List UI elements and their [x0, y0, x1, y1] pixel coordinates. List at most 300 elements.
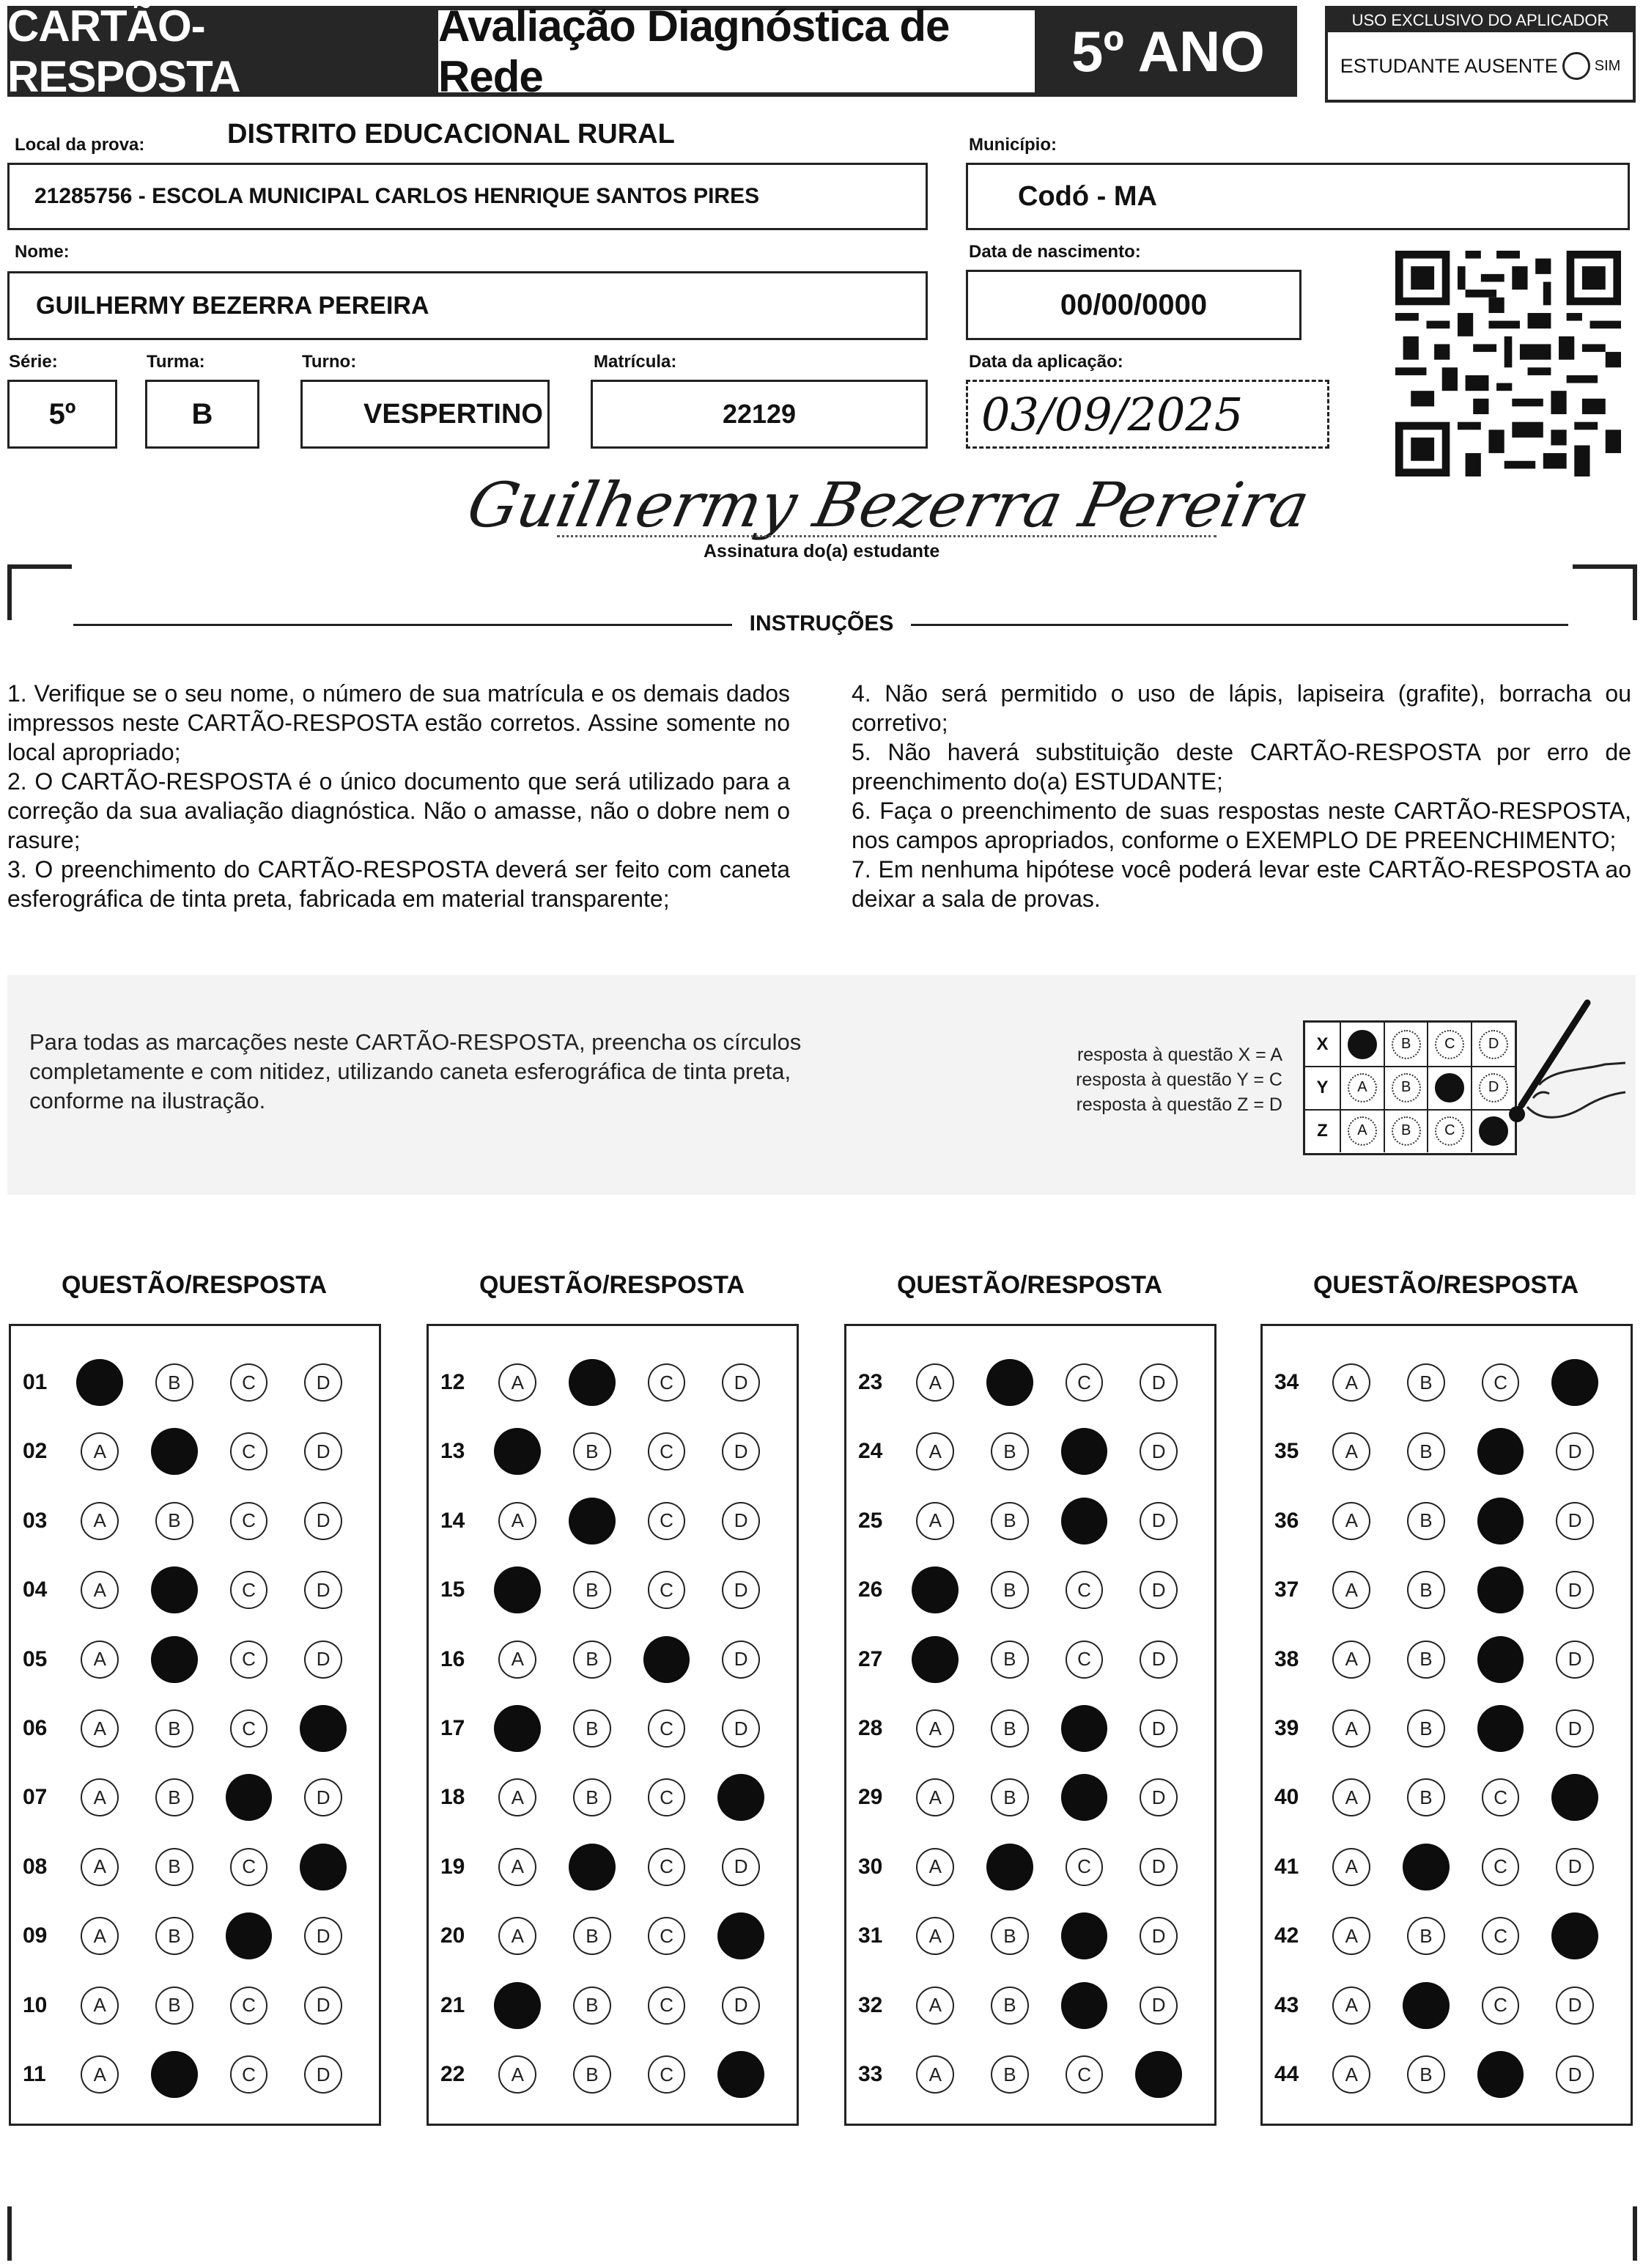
question-number: 33 — [858, 2062, 883, 2086]
question-row — [429, 1971, 797, 2040]
answer-bubble-a[interactable] — [494, 1428, 541, 1475]
answer-bubble-b[interactable]: B — [1407, 1778, 1445, 1816]
answer-bubble-b[interactable]: B — [155, 1848, 193, 1886]
answer-bubble-b[interactable] — [569, 1359, 616, 1406]
answer-bubble-b[interactable]: B — [573, 1641, 611, 1679]
answer-bubble-d[interactable] — [1135, 2051, 1182, 2098]
answer-bubble-c[interactable]: C — [230, 1848, 268, 1886]
answer-bubble-b[interactable] — [986, 1359, 1033, 1406]
turma-field[interactable] — [145, 380, 259, 449]
question-number: 23 — [858, 1370, 883, 1394]
question-row — [846, 1348, 1214, 1417]
answer-bubble-c[interactable] — [1477, 1705, 1524, 1752]
question-row — [846, 1971, 1214, 2040]
sim-label: SIM — [1594, 57, 1621, 74]
answer-bubble-d[interactable]: D — [1140, 1987, 1178, 2025]
answer-bubble-b[interactable]: B — [573, 1571, 611, 1609]
question-number: 02 — [23, 1439, 48, 1464]
nome-field[interactable] — [7, 271, 928, 340]
question-row — [429, 1763, 797, 1832]
answer-bubble-d[interactable] — [717, 2051, 764, 2098]
answer-bubble-c[interactable]: C — [1066, 1571, 1104, 1609]
example-row-label: X — [1305, 1023, 1341, 1066]
question-number: 19 — [440, 1854, 465, 1879]
local-label: Local da prova: — [15, 135, 145, 155]
answer-bubble-d[interactable] — [1551, 1774, 1598, 1821]
example-row-label: Y — [1305, 1066, 1341, 1109]
question-row — [1263, 1487, 1631, 1555]
answer-bubble-d[interactable]: D — [1556, 1848, 1594, 1886]
question-number: 42 — [1274, 1923, 1299, 1948]
answer-bubble-c[interactable]: C — [230, 1571, 268, 1609]
answer-bubble-b[interactable]: B — [1407, 1641, 1445, 1679]
answer-bubble-d[interactable]: D — [304, 2055, 342, 2094]
answer-bubble-b[interactable]: B — [991, 2055, 1029, 2094]
legend-line: resposta à questão Y = C — [1076, 1069, 1282, 1090]
question-row — [1263, 1694, 1631, 1763]
question-number: 17 — [440, 1716, 465, 1740]
turno-label: Turno: — [302, 352, 357, 372]
answer-bubble-a[interactable]: A — [1332, 1709, 1370, 1748]
answer-bubble-a[interactable]: A — [1332, 1848, 1370, 1886]
answer-bubble-a[interactable]: A — [81, 1987, 119, 2025]
answer-bubble-b[interactable]: B — [991, 1778, 1029, 1816]
local-field[interactable] — [7, 163, 928, 230]
answer-bubble-b[interactable]: B — [155, 1363, 193, 1402]
question-number: 35 — [1274, 1439, 1299, 1464]
question-number: 16 — [440, 1646, 465, 1671]
question-number: 30 — [858, 1854, 883, 1879]
instruction-item: 1. Verifique se o seu nome, o número de sua matrícula e os demais dados impressos neste CARTÃO-RESPOSTA estão corretos. Assine somente no local apropriado; — [7, 680, 790, 765]
answer-bubble-c[interactable]: C — [648, 1848, 686, 1886]
answer-bubble-a[interactable]: A — [916, 1502, 954, 1540]
municipio-label: Município: — [969, 135, 1057, 155]
answer-bubble-a[interactable]: A — [81, 1571, 119, 1609]
answer-bubble-a[interactable]: A — [1332, 1987, 1370, 2025]
answer-bubble-c[interactable]: C — [230, 1641, 268, 1679]
question-row — [429, 1694, 797, 1763]
answer-bubble-a[interactable]: A — [1332, 1641, 1370, 1679]
question-number: 43 — [1274, 1992, 1299, 2017]
answer-bubble-a[interactable] — [494, 1982, 541, 2029]
answer-bubble-b[interactable]: B — [991, 1502, 1029, 1540]
answer-bubble-d[interactable]: D — [1556, 1571, 1594, 1609]
answer-bubble-a[interactable]: A — [498, 2055, 536, 2094]
answer-bubble-b[interactable]: B — [1407, 1917, 1445, 1955]
answer-bubble-d[interactable]: D — [1140, 1502, 1178, 1540]
answer-bubble-d[interactable] — [300, 1705, 347, 1752]
instruction-item: 5. Não haverá substituição deste CARTÃO-RESPOSTA por erro de preenchimento do(a) ESTUDANTE; — [852, 739, 1631, 795]
example-bubble: A — [1348, 1116, 1377, 1146]
answer-bubble-b[interactable]: B — [991, 1641, 1029, 1679]
answer-bubble-a[interactable]: A — [1332, 2055, 1370, 2094]
answer-bubble-d[interactable]: D — [722, 1848, 760, 1886]
answer-bubble-c[interactable] — [1061, 1982, 1108, 2029]
answer-bubble-d[interactable]: D — [722, 1432, 760, 1470]
answer-bubble-d[interactable]: D — [1140, 1432, 1178, 1470]
question-row — [846, 1555, 1214, 1624]
answer-bubble-d[interactable]: D — [304, 1363, 342, 1402]
example-bubble: B — [1392, 1030, 1421, 1059]
answer-bubble-a[interactable]: A — [81, 1709, 119, 1748]
answer-bubble-d[interactable]: D — [1556, 1709, 1594, 1748]
answer-bubble-a[interactable]: A — [498, 1917, 536, 1955]
legend-line: resposta à questão X = A — [1077, 1045, 1282, 1065]
answer-bubble-c[interactable] — [1061, 1705, 1108, 1752]
question-row — [846, 1625, 1214, 1694]
answer-bubble-c[interactable]: C — [648, 1363, 686, 1402]
example-bubble: D — [1479, 1030, 1508, 1059]
answer-bubble-b[interactable]: B — [155, 1778, 193, 1816]
matricula-field[interactable] — [591, 380, 928, 449]
question-number: 39 — [1274, 1716, 1299, 1740]
applicator-title: USO EXCLUSIVO DO APLICADOR — [1328, 9, 1633, 32]
answer-bubble-d[interactable]: D — [1140, 1571, 1178, 1609]
example-legend — [1026, 1042, 1282, 1117]
answer-bubble-c[interactable]: C — [1066, 1363, 1104, 1402]
answer-bubble-b[interactable]: B — [573, 1917, 611, 1955]
signature-line — [557, 535, 1216, 537]
matricula-label: Matrícula: — [594, 352, 677, 372]
answer-bubble-d[interactable] — [717, 1774, 764, 1821]
answer-bubble-c[interactable]: C — [1066, 1848, 1104, 1886]
local-district: DISTRITO EDUCACIONAL RURAL — [227, 119, 675, 150]
answer-bubble-c[interactable] — [643, 1636, 690, 1683]
answer-bubble-d[interactable]: D — [304, 1917, 342, 1955]
answer-bubble-d[interactable]: D — [722, 1641, 760, 1679]
answer-bubble-b[interactable]: B — [155, 1987, 193, 2025]
answer-bubble-b[interactable]: B — [991, 1571, 1029, 1609]
question-number: 38 — [1274, 1646, 1299, 1671]
turma-value: B — [191, 397, 213, 430]
answer-bubble-a[interactable]: A — [916, 1778, 954, 1816]
answer-bubble-a[interactable]: A — [498, 1502, 536, 1540]
answer-bubble-d[interactable]: D — [1556, 1987, 1594, 2025]
answer-bubble-c[interactable]: C — [648, 1987, 686, 2025]
answer-bubble-a[interactable]: A — [81, 1848, 119, 1886]
column-header: QUESTÃO/RESPOSTA — [61, 1271, 328, 1299]
question-number: 05 — [23, 1646, 48, 1671]
answer-bubble-a[interactable]: A — [81, 2055, 119, 2094]
aplicacao-field[interactable] — [966, 380, 1329, 449]
answer-bubble-d[interactable]: D — [1140, 1363, 1178, 1402]
answer-bubble-b[interactable] — [1403, 1844, 1450, 1890]
answer-bubble-b[interactable]: B — [991, 1709, 1029, 1748]
question-row — [11, 1417, 379, 1486]
example-text: Para todas as marcações neste CARTÃO-RESPOSTA, preencha os círculos completamente e com nitidez, utilizando caneta esferográfica de tinta preta, conforme na ilustração. — [29, 1029, 802, 1113]
answer-bubble-d[interactable]: D — [304, 1571, 342, 1609]
question-row — [429, 1625, 797, 1694]
answer-column — [1260, 1324, 1633, 2126]
answer-bubble-a[interactable] — [494, 1705, 541, 1752]
question-number: 26 — [858, 1577, 883, 1602]
answer-bubble-d[interactable]: D — [304, 1641, 342, 1679]
example-bubble: A — [1348, 1073, 1377, 1102]
answer-bubble-a[interactable] — [912, 1566, 959, 1613]
answer-bubble-c[interactable]: C — [1482, 1917, 1520, 1955]
qr-code — [1395, 251, 1621, 476]
column-header: QUESTÃO/RESPOSTA — [1312, 1271, 1579, 1299]
answer-bubble-c[interactable]: C — [1482, 1987, 1520, 2025]
answer-bubble-c[interactable]: C — [1482, 1778, 1520, 1816]
answer-bubble-b[interactable]: B — [155, 1502, 193, 1540]
answer-bubble-a[interactable]: A — [1332, 1917, 1370, 1955]
instructions-right — [852, 679, 1631, 913]
answer-bubble-a[interactable]: A — [498, 1848, 536, 1886]
answer-bubble-b[interactable] — [151, 1428, 198, 1475]
answer-bubble-c[interactable]: C — [230, 1432, 268, 1470]
answer-bubble-c[interactable]: C — [230, 2055, 268, 2094]
example-bubble — [1348, 1030, 1377, 1059]
instruction-item: 6. Faça o preenchimento de suas respostas neste CARTÃO-RESPOSTA, nos campos apropriados, conforme o EXEMPLO DE PREENCHIMENTO; — [852, 798, 1631, 853]
answer-bubble-d[interactable]: D — [304, 1778, 342, 1816]
answer-bubble-c[interactable] — [1477, 1636, 1524, 1683]
question-number: 25 — [858, 1508, 883, 1533]
answer-bubble-d[interactable] — [300, 1844, 347, 1890]
instructions-left — [7, 679, 790, 913]
answer-bubble-b[interactable]: B — [991, 1432, 1029, 1470]
answer-bubble-c[interactable]: C — [230, 1709, 268, 1748]
corner-mark-bottom-left — [7, 2206, 26, 2261]
question-number: 09 — [23, 1923, 48, 1948]
answer-bubble-c[interactable]: C — [648, 1432, 686, 1470]
answer-bubble-b[interactable]: B — [1407, 1571, 1445, 1609]
answer-bubble-c[interactable]: C — [1482, 1848, 1520, 1886]
signature-label: Assinatura do(a) estudante — [704, 541, 940, 562]
answer-bubble-a[interactable]: A — [81, 1917, 119, 1955]
answer-column — [844, 1324, 1216, 2126]
answer-bubble-a[interactable]: A — [916, 1917, 954, 1955]
answer-bubble-d[interactable]: D — [304, 1502, 342, 1540]
turno-field[interactable] — [300, 380, 550, 449]
column-header: QUESTÃO/RESPOSTA — [479, 1271, 745, 1299]
answer-bubble-c[interactable] — [1061, 1774, 1108, 1821]
question-number: 27 — [858, 1646, 883, 1671]
answer-bubble-b[interactable]: B — [1407, 1432, 1445, 1470]
answer-bubble-b[interactable]: B — [1407, 1502, 1445, 1540]
answer-bubble-a[interactable]: A — [498, 1641, 536, 1679]
answer-bubble-b[interactable]: B — [155, 1709, 193, 1748]
question-row — [11, 1348, 379, 1417]
answer-bubble-b[interactable]: B — [573, 1432, 611, 1470]
answer-bubble-c[interactable]: C — [1482, 1363, 1520, 1402]
answer-bubble-c[interactable] — [1477, 1428, 1524, 1475]
answer-bubble-a[interactable]: A — [498, 1363, 536, 1402]
nascimento-field[interactable] — [966, 270, 1302, 340]
instruction-item: 7. Em nenhuma hipótese você poderá levar este CARTÃO-RESPOSTA ao deixar a sala de provas. — [852, 856, 1631, 912]
answer-bubble-b[interactable] — [569, 1498, 616, 1544]
answer-bubble-b[interactable]: B — [1407, 2055, 1445, 2094]
answer-bubble-c[interactable]: C — [230, 1987, 268, 2025]
evaluation-title: Avaliação Diagnóstica de Rede — [434, 6, 1039, 97]
instruction-item: 3. O preenchimento do CARTÃO-RESPOSTA deverá ser feito com caneta esferográfica de tinta preta, fabricada em material transparente; — [7, 856, 790, 912]
question-row — [846, 1901, 1214, 1970]
answer-bubble-a[interactable]: A — [498, 1778, 536, 1816]
turno-value: VESPERTINO — [363, 398, 543, 430]
question-row — [1263, 1901, 1631, 1970]
answer-bubble-a[interactable]: A — [916, 1363, 954, 1402]
answer-bubble-d[interactable]: D — [1556, 1641, 1594, 1679]
answer-bubble-c[interactable] — [226, 1774, 273, 1821]
answer-bubble-c[interactable] — [1061, 1912, 1108, 1959]
question-row — [846, 1487, 1214, 1555]
question-row — [11, 1763, 379, 1832]
answer-bubble-c[interactable] — [1061, 1428, 1108, 1475]
answer-bubble-c[interactable]: C — [648, 2055, 686, 2094]
question-row — [429, 1833, 797, 1901]
answer-bubble-a[interactable] — [76, 1359, 123, 1406]
answer-bubble-b[interactable] — [151, 1566, 198, 1613]
question-row — [11, 1971, 379, 2040]
answer-bubble-b[interactable]: B — [573, 1778, 611, 1816]
answer-bubble-d[interactable] — [1551, 1912, 1598, 1959]
answer-bubble-b[interactable]: B — [991, 1917, 1029, 1955]
question-row — [1263, 2040, 1631, 2109]
answer-bubble-a[interactable]: A — [1332, 1571, 1370, 1609]
answer-bubble-d[interactable]: D — [1140, 1641, 1178, 1679]
answer-bubble-a[interactable] — [912, 1636, 959, 1683]
answer-bubble-b[interactable] — [569, 1844, 616, 1890]
answer-bubble-c[interactable]: C — [1066, 1641, 1104, 1679]
answer-bubble-a[interactable]: A — [81, 1641, 119, 1679]
question-row — [1263, 1763, 1631, 1832]
answer-bubble-d[interactable]: D — [722, 1363, 760, 1402]
answer-bubble-c[interactable]: C — [648, 1571, 686, 1609]
example-row — [1305, 1066, 1515, 1111]
question-number: 20 — [440, 1923, 465, 1948]
card-title: CARTÃO-RESPOSTA — [7, 6, 434, 97]
answer-bubble-d[interactable]: D — [722, 1709, 760, 1748]
answer-bubble-a[interactable]: A — [1332, 1502, 1370, 1540]
answer-bubble-b[interactable] — [151, 2051, 198, 2098]
municipio-value: Codó - MA — [1018, 180, 1157, 212]
question-row — [429, 1487, 797, 1555]
answer-bubble-c[interactable]: C — [648, 1917, 686, 1955]
answer-bubble-d[interactable]: D — [1140, 1848, 1178, 1886]
answer-bubble-b[interactable]: B — [155, 1917, 193, 1955]
answer-bubble-b[interactable] — [151, 1636, 198, 1683]
answer-bubble-b[interactable]: B — [1407, 1363, 1445, 1402]
question-number: 29 — [858, 1785, 883, 1810]
answer-bubble-a[interactable]: A — [916, 1709, 954, 1748]
answer-bubble-d[interactable]: D — [722, 1987, 760, 2025]
answer-bubble-c[interactable] — [226, 1912, 273, 1959]
question-row — [846, 2040, 1214, 2109]
example-bubble — [1435, 1073, 1464, 1102]
question-row — [1263, 1348, 1631, 1417]
serie-field[interactable] — [7, 380, 117, 449]
answer-bubble-c[interactable] — [1061, 1498, 1108, 1544]
answer-bubble-c[interactable]: C — [648, 1709, 686, 1748]
answer-bubble-c[interactable]: C — [1066, 2055, 1104, 2094]
answer-bubble-b[interactable]: B — [573, 1709, 611, 1748]
answer-bubble-c[interactable] — [1477, 1498, 1524, 1544]
question-row — [846, 1763, 1214, 1832]
answer-bubble-a[interactable]: A — [1332, 1778, 1370, 1816]
answer-bubble-b[interactable] — [986, 1844, 1033, 1890]
question-row — [11, 2040, 379, 2109]
answer-bubble-a[interactable]: A — [81, 1778, 119, 1816]
nome-label: Nome: — [15, 242, 70, 262]
answer-bubble-b[interactable]: B — [991, 1987, 1029, 2025]
instruction-item: 4. Não será permitido o uso de lápis, lapiseira (grafite), borracha ou corretivo; — [852, 680, 1631, 736]
answer-bubble-b[interactable]: B — [573, 1987, 611, 2025]
answer-bubble-d[interactable]: D — [304, 1987, 342, 2025]
question-row — [1263, 1833, 1631, 1901]
nome-value: GUILHERMY BEZERRA PEREIRA — [36, 291, 429, 320]
example-bubble: C — [1435, 1116, 1464, 1146]
answer-bubble-a[interactable]: A — [1332, 1432, 1370, 1470]
answer-bubble-d[interactable]: D — [1140, 1917, 1178, 1955]
example-row — [1305, 1023, 1515, 1067]
example-row-label: Z — [1305, 1109, 1341, 1152]
question-number: 04 — [23, 1577, 48, 1602]
answer-bubble-d[interactable]: D — [722, 1502, 760, 1540]
question-row — [429, 1417, 797, 1486]
instructions-title: INSTRUÇÕES — [732, 611, 912, 636]
question-row — [429, 1901, 797, 1970]
answer-bubble-b[interactable] — [1403, 1982, 1450, 2029]
answer-bubble-a[interactable]: A — [916, 1432, 954, 1470]
answer-bubble-c[interactable]: C — [230, 1363, 268, 1402]
question-number: 11 — [23, 2062, 46, 2086]
question-number: 36 — [1274, 1508, 1299, 1533]
answer-bubble-a[interactable]: A — [916, 2055, 954, 2094]
answer-bubble-d[interactable]: D — [1140, 1778, 1178, 1816]
answer-bubble-c[interactable]: C — [648, 1502, 686, 1540]
example-bubble: B — [1392, 1073, 1421, 1102]
answer-bubble-d[interactable] — [717, 1912, 764, 1959]
answer-bubble-d[interactable]: D — [1140, 1709, 1178, 1748]
question-number: 18 — [440, 1785, 465, 1810]
answer-bubble-d[interactable] — [1551, 1359, 1598, 1406]
question-number: 34 — [1274, 1370, 1299, 1394]
answer-bubble-d[interactable]: D — [1556, 1502, 1594, 1540]
question-number: 31 — [858, 1923, 883, 1948]
absent-bubble[interactable] — [1562, 52, 1590, 80]
matricula-value: 22129 — [722, 399, 797, 429]
answer-bubble-a[interactable]: A — [81, 1502, 119, 1540]
answer-bubble-d[interactable]: D — [1556, 1432, 1594, 1470]
answer-bubble-a[interactable]: A — [1332, 1363, 1370, 1402]
answer-bubble-d[interactable]: D — [722, 1571, 760, 1609]
answer-bubble-a[interactable]: A — [916, 1987, 954, 2025]
student-signature: Guilhermy Bezerra Pereira — [461, 469, 1316, 541]
answer-bubble-c[interactable] — [1477, 2051, 1524, 2098]
local-value: 21285756 - ESCOLA MUNICIPAL CARLOS HENRIQUE SANTOS PIRES — [34, 184, 760, 208]
answer-bubble-c[interactable]: C — [230, 1502, 268, 1540]
example-bubble: B — [1392, 1116, 1421, 1146]
question-row — [11, 1625, 379, 1694]
answer-bubble-a[interactable]: A — [81, 1432, 119, 1470]
answer-bubble-a[interactable] — [494, 1566, 541, 1613]
question-row — [846, 1833, 1214, 1901]
question-row — [11, 1555, 379, 1624]
answer-bubble-d[interactable]: D — [1556, 2055, 1594, 2094]
answer-bubble-a[interactable]: A — [916, 1848, 954, 1886]
question-number: 13 — [440, 1439, 465, 1464]
answer-bubble-b[interactable]: B — [573, 2055, 611, 2094]
example-bubble: D — [1479, 1073, 1508, 1102]
answer-bubble-d[interactable]: D — [304, 1432, 342, 1470]
municipio-field[interactable] — [966, 163, 1630, 230]
instruction-item: 2. O CARTÃO-RESPOSTA é o único documento que será utilizado para a correção da sua avaliação diagnóstica. Não o amasse, não o dobre nem o rasure; — [7, 768, 790, 853]
answer-bubble-b[interactable]: B — [1407, 1709, 1445, 1748]
answer-bubble-c[interactable]: C — [648, 1778, 686, 1816]
question-number: 21 — [440, 1992, 465, 2017]
question-row — [846, 1417, 1214, 1486]
answer-bubble-c[interactable] — [1477, 1566, 1524, 1613]
